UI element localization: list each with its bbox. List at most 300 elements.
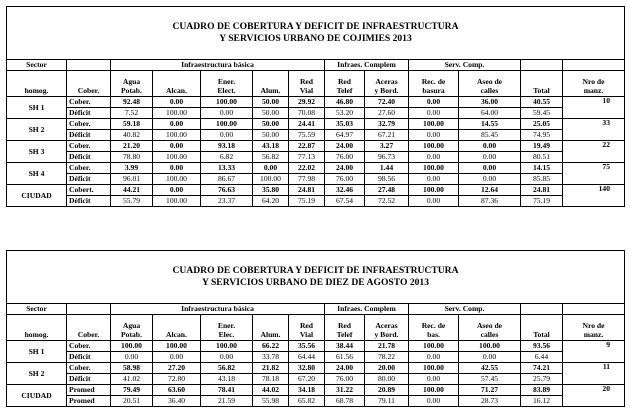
nro-group-blank: [563, 60, 625, 71]
value-cell: 72.52: [365, 196, 409, 207]
value-cell: 0.00: [459, 152, 521, 163]
cober-label-cell: Promed: [67, 396, 111, 407]
value-cell: 0.00: [153, 97, 201, 108]
table-row: [7, 196, 625, 207]
value-cell: 35.56: [289, 341, 325, 352]
value-cell: 0.00: [153, 141, 201, 152]
value-cell: 76.63: [201, 185, 253, 196]
table-row: [7, 341, 625, 352]
value-cell: 27.20: [153, 363, 201, 374]
value-cell: 64.44: [289, 352, 325, 363]
value-cell: 100.00: [459, 341, 521, 352]
value-cell: 100.00: [153, 174, 201, 185]
value-cell: 36.40: [153, 396, 201, 407]
value-cell: 27.60: [365, 108, 409, 119]
cober-label-cell: Déficit: [67, 152, 111, 163]
value-cell: 32.79: [365, 119, 409, 130]
value-cell: 76.00: [325, 152, 365, 163]
value-cell: 14.15: [521, 163, 563, 174]
value-cell: 75.19: [289, 196, 325, 207]
value-cell: 0.00: [201, 130, 253, 141]
agua-column-header: [111, 315, 153, 341]
value-cell: 3.99: [111, 163, 153, 174]
nro-manz-cell: 9: [563, 341, 625, 363]
group-header-row: [7, 304, 625, 315]
diez-de-agosto-table-wrapper: [6, 250, 624, 407]
value-cell: 43.18: [201, 374, 253, 385]
value-cell: 40.55: [521, 97, 563, 108]
value-cell: 0.00: [409, 396, 459, 407]
nro-manz-cell: 22: [563, 141, 625, 163]
value-cell: 0.00: [409, 196, 459, 207]
value-cell: 85.85: [521, 174, 563, 185]
cober-group-blank: [67, 304, 111, 315]
value-cell: 77.13: [289, 152, 325, 163]
infra-complem-header: Infraes. Complem: [325, 304, 409, 315]
value-cell: 25.79: [521, 374, 563, 385]
value-cell: 72.80: [153, 374, 201, 385]
value-cell: 14.55: [459, 119, 521, 130]
cojimies-table-wrapper: [6, 6, 624, 207]
value-cell: 40.82: [111, 130, 153, 141]
nro-manz-cell: 10: [563, 97, 625, 119]
value-cell: 64.97: [325, 130, 365, 141]
value-cell: 0.00: [153, 119, 201, 130]
total-column-header: [521, 315, 563, 341]
red-telef-column-header-line-2: Telef: [336, 329, 353, 339]
nro-manz-column-header-line-2: manz.: [583, 329, 604, 339]
table-row: [7, 174, 625, 185]
cober-column-header: [67, 315, 111, 341]
value-cell: 35.80: [253, 185, 289, 196]
rec-basura-column-header-line-1: Rec. de: [421, 77, 446, 87]
value-cell: 93.18: [201, 141, 253, 152]
sector-header: Sector: [7, 304, 67, 315]
value-cell: 64.00: [459, 108, 521, 119]
value-cell: 86.67: [201, 174, 253, 185]
value-cell: 100.00: [409, 141, 459, 152]
value-cell: 50.00: [253, 97, 289, 108]
red-vial-column-header-line-1: Red: [299, 321, 314, 331]
value-cell: 100.00: [253, 174, 289, 185]
value-cell: 87.36: [459, 196, 521, 207]
aceras-column-header: [365, 71, 409, 97]
value-cell: 75.19: [521, 196, 563, 207]
value-cell: 0.00: [409, 352, 459, 363]
value-cell: 100.00: [201, 341, 253, 352]
value-cell: 100.00: [153, 196, 201, 207]
value-cell: 0.00: [459, 163, 521, 174]
value-cell: 55.98: [253, 396, 289, 407]
value-cell: 56.82: [253, 152, 289, 163]
cober-label-cell: Déficit: [67, 196, 111, 207]
value-cell: 0.00: [409, 108, 459, 119]
value-cell: 3.27: [365, 141, 409, 152]
red-telef-column-header-line-2: Telef: [336, 85, 353, 95]
value-cell: 42.55: [459, 363, 521, 374]
value-cell: 0.00: [153, 185, 201, 196]
alum-column-header-line-1: Alum.: [260, 85, 281, 95]
table-row: [7, 185, 625, 196]
cober-column-header-line-1: Cober.: [77, 85, 100, 95]
value-cell: 0.00: [409, 130, 459, 141]
red-telef-column-header-line-1: Red: [337, 77, 352, 87]
value-cell: 31.22: [325, 385, 365, 396]
alcan-column-header-line-1: Alcan.: [166, 329, 187, 339]
value-cell: 20.00: [365, 363, 409, 374]
value-cell: 100.00: [153, 130, 201, 141]
value-cell: 0.00: [459, 141, 521, 152]
value-cell: 78.41: [201, 385, 253, 396]
value-cell: 57.45: [459, 374, 521, 385]
nro-manz-column-header-line-1: Nro de: [582, 77, 605, 87]
ener-column-header: [201, 71, 253, 97]
value-cell: 23.37: [201, 196, 253, 207]
rec-basura-column-header-line-2: bas.: [427, 329, 440, 339]
cober-group-blank: [67, 60, 111, 71]
value-cell: 20.89: [365, 385, 409, 396]
value-cell: 0.00: [459, 352, 521, 363]
sector-cell: SH 2: [7, 119, 67, 141]
aceras-column-header-line-1: Aceras: [375, 77, 398, 87]
value-cell: 35.03: [325, 119, 365, 130]
value-cell: 19.49: [521, 141, 563, 152]
value-cell: 77.98: [289, 174, 325, 185]
title-row: [7, 7, 625, 60]
value-cell: 32.80: [289, 363, 325, 374]
title-line-2: Y SERVICIOS URBANO DE COJIMIES 2013: [219, 33, 412, 44]
cober-label-cell: Cober.: [67, 141, 111, 152]
value-cell: 6.82: [201, 152, 253, 163]
value-cell: 24.00: [325, 363, 365, 374]
nro-manz-column-header: [563, 71, 625, 97]
aseo-column-header-line-2: calles: [480, 85, 499, 95]
value-cell: 100.00: [153, 152, 201, 163]
value-cell: 66.22: [253, 341, 289, 352]
value-cell: 100.00: [201, 119, 253, 130]
table-title: [7, 251, 625, 304]
aseo-column-header-line-1: Aseo de: [476, 321, 503, 331]
alum-column-header: [253, 71, 289, 97]
nro-manz-cell: 140: [563, 185, 625, 207]
value-cell: 100.00: [409, 185, 459, 196]
red-vial-column-header-line-2: Vial: [299, 85, 314, 95]
value-cell: 16.12: [521, 396, 563, 407]
value-cell: 44.21: [111, 185, 153, 196]
value-cell: 63.60: [153, 385, 201, 396]
agua-column-header-line-2: Potab.: [121, 329, 142, 339]
red-vial-column-header-line-2: Vial: [299, 329, 314, 339]
nro-manz-column-header-line-1: Nro de: [582, 321, 605, 331]
value-cell: 100.00: [409, 363, 459, 374]
column-header-row: [7, 71, 625, 97]
cober-label-cell: Cober.: [67, 97, 111, 108]
value-cell: 21.82: [253, 363, 289, 374]
nro-manz-column-header-line-2: manz.: [583, 85, 604, 95]
alum-column-header: [253, 315, 289, 341]
value-cell: 67.54: [325, 196, 365, 207]
value-cell: 22.87: [289, 141, 325, 152]
value-cell: 50.00: [253, 119, 289, 130]
value-cell: 78.22: [365, 352, 409, 363]
value-cell: 59.45: [521, 108, 563, 119]
sector-cell: SH 2: [7, 363, 67, 385]
value-cell: 43.18: [253, 141, 289, 152]
nro-manz-cell: 75: [563, 163, 625, 185]
cober-label-cell: Déficit: [67, 108, 111, 119]
value-cell: 0.00: [153, 163, 201, 174]
ener-column-header-line-2: Elect.: [217, 85, 236, 95]
value-cell: 13.33: [201, 163, 253, 174]
cober-column-header: [67, 71, 111, 97]
value-cell: 53.20: [325, 108, 365, 119]
value-cell: 98.56: [365, 174, 409, 185]
value-cell: 21.78: [365, 341, 409, 352]
cober-label-cell: Cober.: [67, 163, 111, 174]
nro-manz-cell: 20: [563, 385, 625, 407]
value-cell: 67.20: [289, 374, 325, 385]
rec-basura-column-header: [409, 71, 459, 97]
value-cell: 0.00: [253, 163, 289, 174]
total-column-header-line-1: Total: [533, 329, 550, 339]
rec-basura-column-header: [409, 315, 459, 341]
column-header-row: [7, 315, 625, 341]
value-cell: 55.79: [111, 196, 153, 207]
value-cell: 96.01: [111, 174, 153, 185]
value-cell: 59.18: [111, 119, 153, 130]
sector-cell: SH 1: [7, 341, 67, 363]
infra-basica-header: Infraestructura básica: [111, 304, 325, 315]
ener-column-header: [201, 315, 253, 341]
aseo-column-header-line-2: calles: [480, 329, 499, 339]
value-cell: 0.00: [111, 352, 153, 363]
red-telef-column-header: [325, 315, 365, 341]
agua-column-header-line-2: Potab.: [121, 85, 142, 95]
table-row: [7, 108, 625, 119]
aceras-column-header-line-1: Aceras: [375, 321, 398, 331]
value-cell: 76.00: [325, 374, 365, 385]
diez-de-agosto-coverage-table: [6, 250, 625, 407]
sector-cell: CIUDAD: [7, 385, 67, 407]
value-cell: 100.00: [201, 97, 253, 108]
rec-basura-column-header-line-2: basura: [422, 85, 445, 95]
table-row: [7, 141, 625, 152]
table-row: [7, 97, 625, 108]
red-telef-column-header-line-1: Red: [337, 321, 352, 331]
value-cell: 61.56: [325, 352, 365, 363]
aceras-column-header-line-2: y Bord.: [374, 329, 399, 339]
value-cell: 24.81: [521, 185, 563, 196]
value-cell: 83.89: [521, 385, 563, 396]
value-cell: 24.81: [289, 185, 325, 196]
cober-label-cell: Cober.: [67, 341, 111, 352]
value-cell: 27.48: [365, 185, 409, 196]
value-cell: 100.00: [111, 341, 153, 352]
group-header-row: [7, 60, 625, 71]
value-cell: 58.98: [111, 363, 153, 374]
value-cell: 1.44: [365, 163, 409, 174]
table-row: [7, 352, 625, 363]
infra-complem-header: Infraes. Complem: [325, 60, 409, 71]
value-cell: 0.00: [201, 352, 253, 363]
value-cell: 80.51: [521, 152, 563, 163]
value-cell: 24.41: [289, 119, 325, 130]
value-cell: 74.95: [521, 130, 563, 141]
value-cell: 0.00: [409, 374, 459, 385]
value-cell: 38.44: [325, 341, 365, 352]
value-cell: 0.00: [201, 108, 253, 119]
value-cell: 100.00: [409, 119, 459, 130]
ener-column-header-line-1: Ener.: [217, 321, 236, 331]
alcan-column-header-line-1: Alcan.: [166, 85, 187, 95]
total-column-header-line-1: Total: [533, 85, 550, 95]
value-cell: 74.21: [521, 363, 563, 374]
aseo-column-header-line-1: Aseo de: [476, 77, 503, 87]
value-cell: 78.80: [111, 152, 153, 163]
value-cell: 32.46: [325, 185, 365, 196]
value-cell: 78.18: [253, 374, 289, 385]
value-cell: 0.00: [409, 152, 459, 163]
value-cell: 22.02: [289, 163, 325, 174]
table-row: [7, 363, 625, 374]
value-cell: 6.44: [521, 352, 563, 363]
value-cell: 50.00: [253, 130, 289, 141]
total-column-header: [521, 71, 563, 97]
table-row: [7, 374, 625, 385]
rec-basura-column-header-line-1: Rec. de: [421, 321, 446, 331]
value-cell: 25.05: [521, 119, 563, 130]
value-cell: 0.00: [409, 174, 459, 185]
cober-label-cell: Déficit: [67, 174, 111, 185]
aceras-column-header-line-2: y Bord.: [374, 85, 399, 95]
cober-label-cell: Promed: [67, 385, 111, 396]
value-cell: 46.80: [325, 97, 365, 108]
total-group-blank: [521, 60, 563, 71]
red-vial-column-header-line-1: Red: [299, 77, 314, 87]
value-cell: 65.82: [289, 396, 325, 407]
title-line-1: CUADRO DE COBERTURA Y DEFICIT DE INFRAESTRUCTURA: [172, 21, 459, 33]
value-cell: 41.02: [111, 374, 153, 385]
alum-column-header-line-1: Alum.: [260, 329, 281, 339]
title-row: [7, 251, 625, 304]
infra-basica-header: Infraestructura básica: [111, 60, 325, 71]
serv-comp-header: Serv. Comp.: [409, 304, 521, 315]
value-cell: 100.00: [409, 163, 459, 174]
nro-group-blank: [563, 304, 625, 315]
sector-cell: SH 4: [7, 163, 67, 185]
aceras-column-header: [365, 315, 409, 341]
red-telef-column-header: [325, 71, 365, 97]
table-row: [7, 163, 625, 174]
value-cell: 85.45: [459, 130, 521, 141]
cober-label-cell: Déficit: [67, 374, 111, 385]
ener-column-header-line-2: Elec.: [218, 329, 235, 339]
nro-manz-cell: 33: [563, 119, 625, 141]
table-row: [7, 385, 625, 396]
value-cell: 33.78: [253, 352, 289, 363]
value-cell: 80.00: [365, 374, 409, 385]
cober-label-cell: Cober.: [67, 363, 111, 374]
cober-label-cell: Déficit: [67, 130, 111, 141]
red-vial-column-header: [289, 71, 325, 97]
value-cell: 92.48: [111, 97, 153, 108]
agua-column-header-line-1: Agua: [122, 77, 141, 87]
value-cell: 0.00: [153, 352, 201, 363]
value-cell: 56.82: [201, 363, 253, 374]
cober-label-cell: Déficit: [67, 352, 111, 363]
table-row: [7, 130, 625, 141]
sector-cell: CIUDAD: [7, 185, 67, 207]
table-row: [7, 119, 625, 130]
cober-column-header-line-1: Cober.: [77, 329, 100, 339]
agua-column-header: [111, 71, 153, 97]
ener-column-header-line-1: Ener.: [217, 77, 236, 87]
value-cell: 24.00: [325, 141, 365, 152]
value-cell: 67.21: [365, 130, 409, 141]
value-cell: 12.64: [459, 185, 521, 196]
value-cell: 21.20: [111, 141, 153, 152]
value-cell: 0.00: [409, 97, 459, 108]
value-cell: 24.00: [325, 163, 365, 174]
value-cell: 0.00: [459, 174, 521, 185]
aseo-column-header: [459, 71, 521, 97]
value-cell: 75.59: [289, 130, 325, 141]
nro-manz-cell: 11: [563, 363, 625, 385]
table-title: [7, 7, 625, 60]
value-cell: 64.20: [253, 196, 289, 207]
value-cell: 29.92: [289, 97, 325, 108]
value-cell: 100.00: [153, 341, 201, 352]
table-row: [7, 152, 625, 163]
sector-column-header-line-1: homog.: [24, 85, 49, 95]
value-cell: 76.00: [325, 174, 365, 185]
nro-manz-column-header: [563, 315, 625, 341]
sector-header: Sector: [7, 60, 67, 71]
sector-column-header: [7, 71, 67, 97]
title-line-2: Y SERVICIOS URBANO DE DIEZ DE AGOSTO 2013: [201, 277, 430, 288]
value-cell: 100.00: [153, 108, 201, 119]
serv-comp-header: Serv. Comp.: [409, 60, 521, 71]
cojimies-coverage-table: [6, 6, 625, 207]
value-cell: 96.73: [365, 152, 409, 163]
value-cell: 79.49: [111, 385, 153, 396]
cober-label-cell: Cobert.: [67, 185, 111, 196]
table-row: [7, 396, 625, 407]
sector-column-header-line-1: homog.: [24, 329, 49, 339]
value-cell: 50.00: [253, 108, 289, 119]
cober-label-cell: Cober.: [67, 119, 111, 130]
title-line-1: CUADRO DE COBERTURA Y DEFICIT DE INFRAESTRUCTURA: [172, 265, 459, 277]
alcan-column-header: [153, 71, 201, 97]
value-cell: 21.59: [201, 396, 253, 407]
alcan-column-header: [153, 315, 201, 341]
value-cell: 70.08: [289, 108, 325, 119]
value-cell: 68.78: [325, 396, 365, 407]
sector-column-header: [7, 315, 67, 341]
aseo-column-header: [459, 315, 521, 341]
value-cell: 71.27: [459, 385, 521, 396]
sector-cell: SH 3: [7, 141, 67, 163]
value-cell: 44.02: [253, 385, 289, 396]
value-cell: 100.00: [409, 341, 459, 352]
red-vial-column-header: [289, 315, 325, 341]
value-cell: 100.00: [409, 385, 459, 396]
value-cell: 93.56: [521, 341, 563, 352]
total-group-blank: [521, 304, 563, 315]
value-cell: 28.73: [459, 396, 521, 407]
agua-column-header-line-1: Agua: [122, 321, 141, 331]
value-cell: 72.40: [365, 97, 409, 108]
